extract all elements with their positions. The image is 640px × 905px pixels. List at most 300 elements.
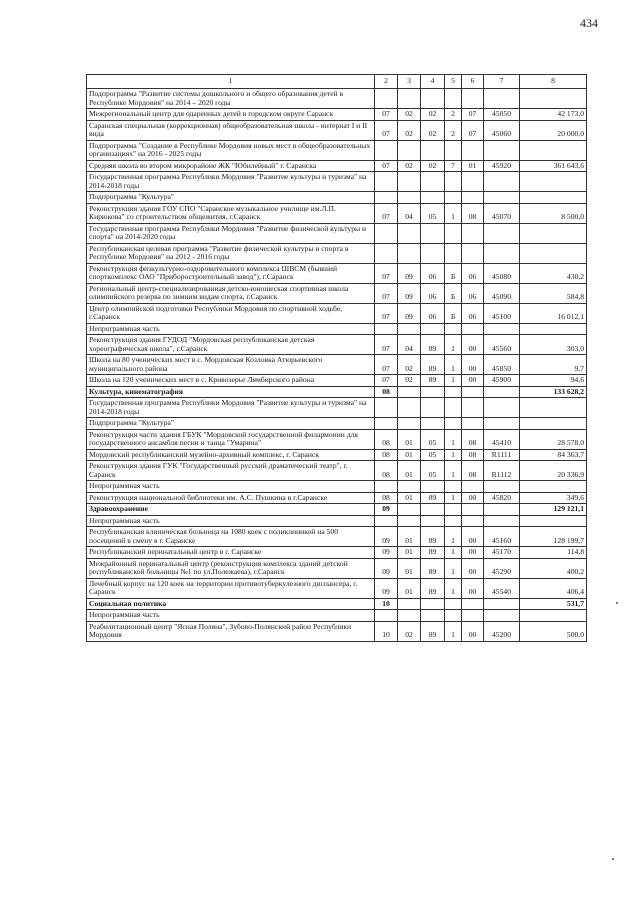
cell-subsection [398,398,421,418]
cell-program: 1 [445,461,462,481]
cell-article [421,418,445,430]
cell-subsection: 01 [398,547,421,559]
table-row [87,283,587,303]
row-name: Государственная программа Республики Мордовия "Развитие культуры и туризма" на 2014-2018 годы [87,172,375,192]
cell-article [421,89,445,109]
row-name: Лечебный корпус на 120 коек на территории противотуберкулезного диспансера, г. Саранск [87,578,375,598]
cell-article: 06 [421,283,445,303]
cell-program: 1 [445,449,462,461]
row-name: Школа на 80 ученических мест в с. Мордовская Козловка Атюрьевского муниципального района [87,355,375,375]
cell-code: 45900 [484,375,520,387]
cell-amount: 28 578,0 [520,429,587,449]
cell-section: 07 [375,303,398,323]
cell-article: 05 [421,461,445,481]
cell-program [445,223,462,243]
cell-section: 10 [375,621,398,641]
table-row [87,303,587,323]
table-row [87,386,587,398]
cell-direction [462,418,484,430]
cell-program: 1 [445,558,462,578]
cell-program [445,243,462,263]
row-name: Подпрограмма "Развитие системы дошкольного и общего образования детей в Республике Мордовия" на 2014 – 2020 годы [87,89,375,109]
cell-direction [462,598,484,610]
cell-section: 08 [375,492,398,504]
table-row [87,140,587,160]
column-header-1: 1 [87,75,375,89]
cell-code [484,323,520,335]
table-row [87,203,587,223]
cell-code: 45290 [484,558,520,578]
cell-section: 07 [375,203,398,223]
cell-amount [520,243,587,263]
cell-subsection: 02 [398,621,421,641]
row-name: Центр олимпийской подготовки Республики Мордовия по спортивной ходьбе, г.Саранск [87,303,375,323]
cell-direction: 00 [462,335,484,355]
cell-amount: 9,7 [520,355,587,375]
table-row [87,610,587,622]
cell-amount: 400,2 [520,558,587,578]
table-row [87,621,587,641]
cell-article [421,515,445,527]
cell-article: 02 [421,120,445,140]
column-header-8: 8 [520,75,587,89]
table-row [87,89,587,109]
cell-section: 08 [375,461,398,481]
cell-program [445,140,462,160]
cell-direction: 08 [462,203,484,223]
cell-code: 45560 [484,335,520,355]
row-name: Реконструкция здания ГОУ СПО "Саранское музыкальное училище им.Л.П. Кирюкова" со строительством общежития, г.Саранск [87,203,375,223]
cell-section: 09 [375,504,398,516]
table-row [87,504,587,516]
cell-code: 45200 [484,621,520,641]
cell-direction: 07 [462,109,484,121]
cell-amount: 84 363,7 [520,449,587,461]
row-name: Республиканская клиническая больница на 1080 коек с поликлиникой на 500 посещений в смену в г. Саранске [87,527,375,547]
cell-section: 09 [375,527,398,547]
cell-program [445,323,462,335]
cell-direction: 00 [462,578,484,598]
cell-article: 89 [421,558,445,578]
cell-program [445,172,462,192]
cell-program: Б [445,283,462,303]
cell-article: 89 [421,492,445,504]
cell-amount [520,515,587,527]
cell-subsection [398,89,421,109]
cell-article: 02 [421,160,445,172]
row-name: Саранская специальная (коррекционная) общеобразовательная школа - интернат I и II вида [87,120,375,140]
cell-code: R1112 [484,461,520,481]
table-row [87,598,587,610]
cell-direction: 00 [462,621,484,641]
cell-section: 07 [375,335,398,355]
cell-article: 06 [421,303,445,323]
cell-code: 45100 [484,303,520,323]
cell-program [445,598,462,610]
cell-article: 89 [421,621,445,641]
cell-subsection [398,515,421,527]
cell-section [375,418,398,430]
cell-amount [520,323,587,335]
row-name: Региональный центр-специализированная детско-юношеская спортивная школа олимпийского резерва по зимним видам спорта, г.Саранск [87,283,375,303]
cell-section: 10 [375,598,398,610]
cell-code: 45090 [484,283,520,303]
column-header-3: 3 [398,75,421,89]
cell-direction [462,386,484,398]
cell-section [375,89,398,109]
row-name: Подпрограмма "Создание в Республике Мордовия новых мест в общеобразовательных организациях" на 2016 - 2025 годы [87,140,375,160]
cell-amount: 20 336,9 [520,461,587,481]
cell-section [375,172,398,192]
row-name: Реабилитационный центр "Ясная Поляна", Зубово-Полянский район Республики Мордовия [87,621,375,641]
cell-program: Б [445,303,462,323]
cell-direction: 01 [462,160,484,172]
cell-code [484,610,520,622]
cell-subsection: 01 [398,461,421,481]
table-row [87,323,587,335]
cell-amount: 16 012,1 [520,303,587,323]
table-row [87,160,587,172]
cell-article [421,386,445,398]
table-body [87,89,587,642]
cell-subsection [398,418,421,430]
cell-direction: 06 [462,263,484,283]
cell-code: 45070 [484,203,520,223]
cell-code [484,418,520,430]
cell-direction: 08 [462,461,484,481]
cell-code: 45850 [484,355,520,375]
cell-code: 45160 [484,527,520,547]
table-row [87,547,587,559]
scan-speck [612,858,614,860]
cell-section: 07 [375,263,398,283]
cell-article: 89 [421,527,445,547]
cell-code [484,140,520,160]
cell-direction [462,192,484,204]
cell-article: 89 [421,578,445,598]
cell-amount: 303,0 [520,335,587,355]
cell-direction: 07 [462,120,484,140]
cell-program: 1 [445,578,462,598]
row-name: Мордовский республиканский музейно-архивный комплекс, г. Саранск [87,449,375,461]
cell-amount [520,89,587,109]
table-row [87,223,587,243]
cell-subsection: 09 [398,283,421,303]
table-row [87,461,587,481]
cell-section: 07 [375,120,398,140]
table-row [87,355,587,375]
cell-article [421,192,445,204]
cell-subsection: 01 [398,558,421,578]
cell-section [375,140,398,160]
row-name: Реконструкция здания ГУК "Государственный русский драматический театр", г. Саранск [87,461,375,481]
cell-direction: 00 [462,547,484,559]
cell-program: 1 [445,492,462,504]
cell-direction [462,323,484,335]
row-name: Средняя школа во втором микрорайоне ЖК "Юбилейный" г. Саранска [87,160,375,172]
table-row [87,192,587,204]
cell-subsection: 01 [398,449,421,461]
cell-subsection: 04 [398,203,421,223]
cell-program [445,398,462,418]
cell-subsection: 01 [398,429,421,449]
column-header-2: 2 [375,75,398,89]
cell-subsection [398,140,421,160]
cell-section [375,243,398,263]
cell-subsection: 01 [398,527,421,547]
cell-program [445,610,462,622]
cell-amount [520,172,587,192]
row-name: Социальная политика [87,598,375,610]
cell-direction: 00 [462,375,484,387]
row-name: Школа на 120 ученических мест в с. Кривозерье Лямбирского района [87,375,375,387]
page-number: 434 [580,16,598,30]
cell-code: 45170 [484,547,520,559]
budget-table [86,74,587,642]
cell-article: 05 [421,449,445,461]
table-row [87,375,587,387]
row-name: Непрограммная часть [87,515,375,527]
cell-subsection: 02 [398,355,421,375]
row-name: Подпрограмма "Культура" [87,418,375,430]
cell-article: 89 [421,547,445,559]
cell-subsection [398,598,421,610]
cell-code [484,89,520,109]
cell-program: 1 [445,375,462,387]
cell-code: 45920 [484,160,520,172]
row-name: Здравоохранение [87,504,375,516]
cell-article [421,598,445,610]
cell-article: 06 [421,263,445,283]
cell-section [375,610,398,622]
cell-article [421,172,445,192]
cell-direction [462,504,484,516]
cell-section: 09 [375,547,398,559]
cell-program [445,192,462,204]
header-row [87,75,587,89]
cell-direction [462,610,484,622]
row-name: Реконструкция физкультурно-оздоровительного комплекса ШВСМ (бывший спорткомплекс ОАО "Приборостроительный завод"), г.Саранск [87,263,375,283]
cell-article: 02 [421,109,445,121]
row-name: Непрограммная часть [87,481,375,493]
row-name: Межрегиональный центр для одаренных детей в городском округе Саранск [87,109,375,121]
cell-article [421,504,445,516]
cell-direction [462,89,484,109]
table-row [87,398,587,418]
cell-code: 45080 [484,263,520,283]
column-header-6: 6 [462,75,484,89]
cell-section: 07 [375,160,398,172]
cell-direction: 00 [462,558,484,578]
cell-section [375,192,398,204]
row-name: Государственная программа Республики Мордовия "Развитие культуры и туризма" на 2014-2018 годы [87,398,375,418]
cell-program [445,418,462,430]
cell-direction: 08 [462,449,484,461]
cell-section: 08 [375,449,398,461]
cell-code: 45540 [484,578,520,598]
cell-article [421,243,445,263]
table-row [87,515,587,527]
cell-amount: 20 000,0 [520,120,587,140]
cell-subsection [398,504,421,516]
cell-subsection: 02 [398,109,421,121]
cell-program: 2 [445,120,462,140]
cell-program: 1 [445,621,462,641]
cell-section: 07 [375,109,398,121]
cell-section [375,323,398,335]
table-row [87,481,587,493]
cell-subsection [398,223,421,243]
cell-amount: 349,6 [520,492,587,504]
cell-section: 07 [375,283,398,303]
cell-amount [520,223,587,243]
cell-subsection: 02 [398,160,421,172]
cell-amount: 8 500,0 [520,203,587,223]
cell-amount: 531,7 [520,598,587,610]
table-row [87,243,587,263]
row-name: Государственная программа Республики Мордовия "Развитие физической культуры и спорта" на 2014-2020 годы [87,223,375,243]
row-name: Непрограммная часть [87,610,375,622]
cell-code: 45060 [484,120,520,140]
cell-amount [520,192,587,204]
cell-program: 1 [445,527,462,547]
cell-section [375,481,398,493]
table-row [87,558,587,578]
cell-subsection [398,386,421,398]
cell-section [375,398,398,418]
row-name: Культура, кинематография [87,386,375,398]
cell-subsection: 09 [398,303,421,323]
cell-amount: 133 628,2 [520,386,587,398]
cell-code [484,223,520,243]
cell-article: 89 [421,335,445,355]
cell-subsection: 04 [398,335,421,355]
cell-section: 09 [375,578,398,598]
cell-amount [520,140,587,160]
cell-section: 07 [375,375,398,387]
cell-amount: 42 173,0 [520,109,587,121]
cell-program: 1 [445,429,462,449]
table-row [87,120,587,140]
cell-article [421,481,445,493]
cell-code [484,192,520,204]
table-row [87,492,587,504]
scan-speck [616,602,618,604]
cell-program [445,386,462,398]
cell-amount: 406,4 [520,578,587,598]
row-name: Республиканская целевая программа "Развитие физической культуры и спорта в Республике Мордовия" на 2012 - 2016 годы [87,243,375,263]
cell-code: 45050 [484,109,520,121]
cell-subsection [398,243,421,263]
cell-article: 05 [421,203,445,223]
cell-amount [520,398,587,418]
cell-program: 1 [445,335,462,355]
cell-program: 1 [445,547,462,559]
cell-program: 7 [445,160,462,172]
cell-amount [520,418,587,430]
cell-direction [462,243,484,263]
cell-amount: 129 121,1 [520,504,587,516]
column-header-5: 5 [445,75,462,89]
cell-amount: 114,8 [520,547,587,559]
table-row [87,335,587,355]
cell-subsection: 09 [398,263,421,283]
cell-direction [462,515,484,527]
cell-amount: 430,2 [520,263,587,283]
cell-direction [462,140,484,160]
cell-section [375,515,398,527]
cell-subsection: 02 [398,120,421,140]
cell-program [445,89,462,109]
cell-direction: 00 [462,527,484,547]
cell-direction: 08 [462,429,484,449]
cell-subsection: 02 [398,375,421,387]
cell-program: 1 [445,203,462,223]
cell-article [421,323,445,335]
cell-amount: 584,8 [520,283,587,303]
cell-code: 45410 [484,429,520,449]
cell-subsection [398,192,421,204]
column-header-4: 4 [421,75,445,89]
table-row [87,418,587,430]
row-name: Реконструкция части здания ГБУК "Мордовской государственной филармонии для государственного ансамбля песни и танца "Умарина" [87,429,375,449]
cell-amount: 361 643,6 [520,160,587,172]
cell-direction: 00 [462,492,484,504]
cell-subsection [398,481,421,493]
cell-direction [462,481,484,493]
column-header-7: 7 [484,75,520,89]
cell-code [484,481,520,493]
table-row [87,527,587,547]
cell-program [445,481,462,493]
cell-amount [520,610,587,622]
cell-code [484,504,520,516]
cell-code [484,398,520,418]
row-name: Межрайонный перинатальный центр (реконструкция комплекса зданий детской республиканской больницы №1 по ул.Полежаева), г.Саранск [87,558,375,578]
cell-direction [462,172,484,192]
cell-subsection [398,172,421,192]
table-row [87,449,587,461]
cell-subsection [398,323,421,335]
cell-section: 08 [375,386,398,398]
cell-article: 89 [421,375,445,387]
cell-program: Б [445,263,462,283]
cell-subsection: 01 [398,578,421,598]
table-row [87,263,587,283]
row-name: Реконструкция здания ГУДОД "Мордовская республиканская детская хореографическая школа", г.Саранск [87,335,375,355]
cell-subsection [398,610,421,622]
cell-amount [520,481,587,493]
cell-article: 89 [421,355,445,375]
cell-section: 09 [375,558,398,578]
table-row [87,109,587,121]
cell-direction: 00 [462,355,484,375]
cell-section: 07 [375,355,398,375]
cell-code [484,172,520,192]
row-name: Республиканский перинатальный центр в г. Саранске [87,547,375,559]
cell-code [484,515,520,527]
cell-article [421,223,445,243]
row-name: Непрограммная часть [87,323,375,335]
cell-subsection: 01 [398,492,421,504]
cell-code [484,243,520,263]
cell-article: 05 [421,429,445,449]
cell-article [421,398,445,418]
table-row [87,172,587,192]
row-name: Подпрограмма "Культура" [87,192,375,204]
cell-amount: 500,0 [520,621,587,641]
cell-program [445,504,462,516]
